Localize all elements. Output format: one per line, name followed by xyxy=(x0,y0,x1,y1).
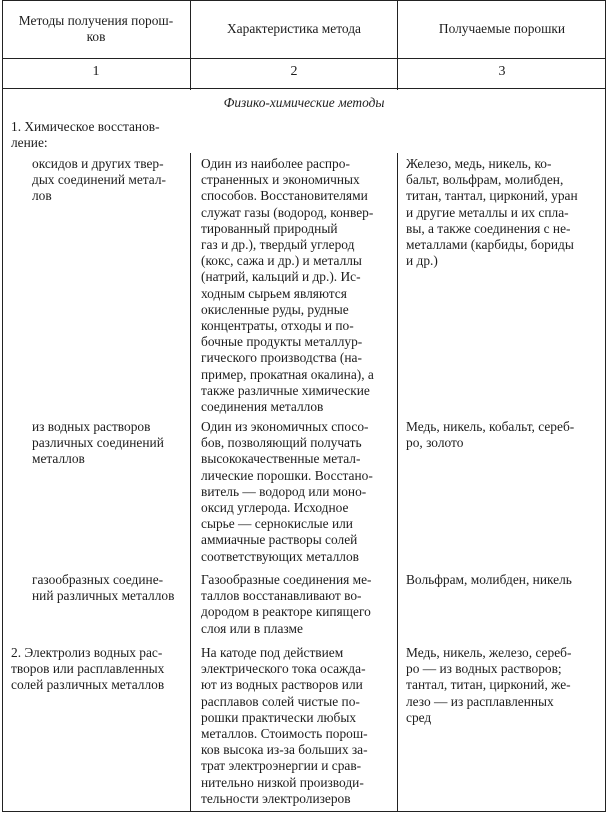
column-number-2: 2 xyxy=(290,64,298,79)
row-4-characteristic: На катоде под действием электрического тока осажда- ют из водных растворов или расплавов солей чистые по- рошки практически любых металлов. Стоимость порош- ков высока из-за больших за- трат электроэнергии и срав- нительно низкой производи- тельности электролизеров xyxy=(201,645,368,806)
column-number-3: 3 xyxy=(498,64,506,79)
column-number-1: 1 xyxy=(92,64,100,79)
row-1-method: оксидов и других твер- дых соединений метал- лов xyxy=(32,156,166,204)
row-2-characteristic: Один из экономичных спосо- бов, позволяющий получать высококачественные метал- лические порошки. Восстано- витель — водород или моно- оксид углерода. Исходное сырье — сернокислые или аммиачные растворы солей соответствующих металлов xyxy=(201,419,373,564)
group-title-chemical-reduction: 1. Химическое восстанов- ление: xyxy=(11,119,160,151)
row-1-characteristic: Один из наиболее распро- страненных и экономичных способов. Восстановителями служат газы (водород, конвер- тированный природный газ и др.), твердый углерод (кокс, сажа и др.) и металлы (натрий, кальций и др.). Ис- ходным сырьем являются окисленные руды, рудные концентраты, отходы и по- бочные продукты металлур- гического производства (на- пример, прокатная окалина), а также различные химические соединения металлов xyxy=(201,156,374,415)
header-methods: Методы получения порош- ков xyxy=(18,13,174,45)
row-2-method: из водных растворов различных соединений металлов xyxy=(32,419,164,467)
table-page xyxy=(2,0,606,812)
header-divider xyxy=(2,58,606,59)
col-divider-1 xyxy=(190,153,191,812)
header-characteristic: Характеристика метода xyxy=(227,21,361,36)
header-powders: Получаемые порошки xyxy=(438,21,566,36)
row-2-powders: Медь, никель, кобальт, сереб- ро, золото xyxy=(406,419,575,451)
section-title: Физико-химические методы xyxy=(223,95,385,110)
row-1-powders: Железо, медь, никель, ко- бальт, вольфрам, молибден, титан, тантал, цирконий, уран и другие металлы и их спла- вы, а также соединения с не- металлами (карбиды, бориды и др.) xyxy=(406,156,578,269)
col-divider-2 xyxy=(397,153,398,812)
numbers-divider xyxy=(2,88,606,89)
row-3-powders: Вольфрам, молибден, никель xyxy=(406,572,572,587)
row-3-characteristic: Газообразные соединения ме- таллов восстанавливают во- дородом в реакторе кипящего слоя или в плазме xyxy=(201,572,372,636)
row-4-method: 2. Электролиз водных рас- творов или расплавленных солей различных металлов xyxy=(11,645,165,693)
row-4-powders: Медь, никель, железо, сереб- ро — из водных растворов; тантал, титан, цирконий, же- лезо — из расплавленных сред xyxy=(406,645,572,725)
row-3-method: газообразных соедине- ний различных металлов xyxy=(32,572,175,604)
